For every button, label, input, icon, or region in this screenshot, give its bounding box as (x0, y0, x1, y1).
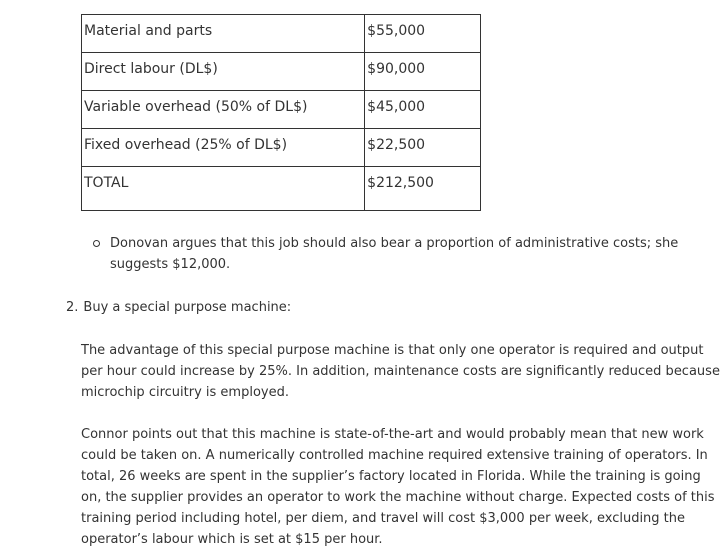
table-row (82, 129, 481, 167)
row-label: TOTAL (82, 167, 365, 211)
table-row (82, 53, 481, 91)
table-row-total (82, 167, 481, 211)
table-row (82, 15, 481, 53)
row-label: Material and parts (82, 15, 365, 53)
cost-table (81, 14, 481, 211)
bullet-list-item (93, 233, 693, 275)
paragraph: Connor points out that this machine is state-of-the-art and would probably mean that new work could be taken on. A numerically controlled machine required extensive training of operators. In total, 26 weeks are spent in the supplier’s factory located in Florida. While the training is going on, the supplier provides an operator to work the machine without charge. Expected costs of this training period including hotel, per diem, and travel will cost $3,000 per week, excluding the operator’s labour which is set at $15 per hour. (81, 427, 715, 547)
row-value: $212,500 (365, 167, 481, 211)
row-label: Direct labour (DL$) (82, 53, 365, 91)
numbered-list-item (66, 297, 291, 318)
row-label: Fixed overhead (25% of DL$) (82, 129, 365, 167)
row-value: $55,000 (365, 15, 481, 53)
bullet-text: Donovan argues that this job should also bear a proportion of administrative costs; she suggests $12,000. (110, 236, 679, 272)
list-number: 2. (66, 300, 79, 315)
table-row (82, 91, 481, 129)
row-value: $45,000 (365, 91, 481, 129)
circle-bullet-icon (93, 240, 100, 247)
row-value: $90,000 (365, 53, 481, 91)
paragraph: The advantage of this special purpose machine is that only one operator is required and output per hour could increase by 25%. In addition, maintenance costs are significantly reduced because microchip circuitry is employed. (81, 343, 720, 400)
row-value: $22,500 (365, 129, 481, 167)
list-item-text: Buy a special purpose machine: (83, 300, 292, 315)
row-label: Variable overhead (50% of DL$) (82, 91, 365, 129)
